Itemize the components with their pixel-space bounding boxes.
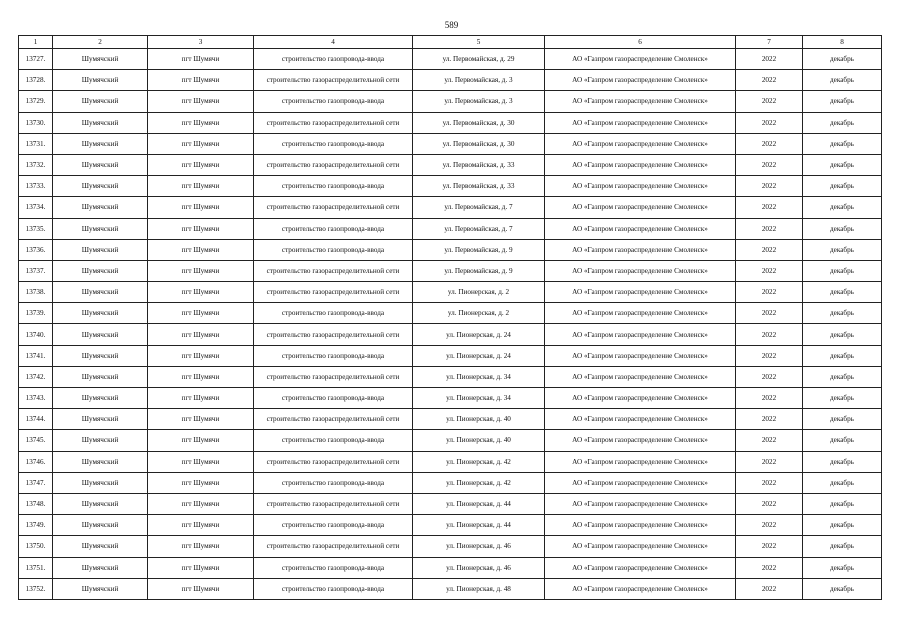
district-cell: Шумячский: [53, 133, 148, 154]
organization-cell: АО «Газпром газораспределение Смоленск»: [545, 260, 736, 281]
settlement-cell: пгт Шумячи: [148, 176, 254, 197]
month-cell: декабрь: [803, 324, 882, 345]
organization-cell: АО «Газпром газораспределение Смоленск»: [545, 154, 736, 175]
district-cell: Шумячский: [53, 260, 148, 281]
address-cell: ул. Пионерская, д. 40: [413, 430, 545, 451]
month-cell: декабрь: [803, 366, 882, 387]
year-cell: 2022: [736, 91, 803, 112]
month-cell: декабрь: [803, 154, 882, 175]
district-cell: Шумячский: [53, 154, 148, 175]
address-cell: ул. Первомайская, д. 9: [413, 239, 545, 260]
district-cell: Шумячский: [53, 578, 148, 599]
address-cell: ул. Первомайская, д. 33: [413, 176, 545, 197]
table-row: [19, 578, 882, 599]
table-row: [19, 154, 882, 175]
row-number-cell: 13734.: [19, 197, 53, 218]
district-cell: Шумячский: [53, 324, 148, 345]
work-type-cell: строительство газопровода-ввода: [254, 218, 413, 239]
work-type-cell: строительство газопровода-ввода: [254, 515, 413, 536]
month-cell: декабрь: [803, 578, 882, 599]
month-cell: декабрь: [803, 451, 882, 472]
district-cell: Шумячский: [53, 49, 148, 70]
row-number-cell: 13751.: [19, 557, 53, 578]
work-type-cell: строительство газораспределительной сети: [254, 70, 413, 91]
organization-cell: АО «Газпром газораспределение Смоленск»: [545, 578, 736, 599]
settlement-cell: пгт Шумячи: [148, 557, 254, 578]
district-cell: Шумячский: [53, 451, 148, 472]
month-cell: декабрь: [803, 70, 882, 91]
table-row: [19, 282, 882, 303]
work-type-cell: строительство газораспределительной сети: [254, 282, 413, 303]
district-cell: Шумячский: [53, 70, 148, 91]
district-cell: Шумячский: [53, 557, 148, 578]
settlement-cell: пгт Шумячи: [148, 70, 254, 91]
district-cell: Шумячский: [53, 536, 148, 557]
table-row: [19, 112, 882, 133]
organization-cell: АО «Газпром газораспределение Смоленск»: [545, 345, 736, 366]
row-number-cell: 13745.: [19, 430, 53, 451]
district-cell: Шумячский: [53, 91, 148, 112]
address-cell: ул. Пионерская, д. 46: [413, 536, 545, 557]
row-number-cell: 13736.: [19, 239, 53, 260]
work-type-cell: строительство газопровода-ввода: [254, 49, 413, 70]
district-cell: Шумячский: [53, 282, 148, 303]
address-cell: ул. Пионерская, д. 48: [413, 578, 545, 599]
table-row: [19, 133, 882, 154]
address-cell: ул. Первомайская, д. 33: [413, 154, 545, 175]
district-cell: Шумячский: [53, 239, 148, 260]
work-type-cell: строительство газопровода-ввода: [254, 176, 413, 197]
page-number: 589: [444, 20, 459, 30]
organization-cell: АО «Газпром газораспределение Смоленск»: [545, 366, 736, 387]
month-cell: декабрь: [803, 345, 882, 366]
address-cell: ул. Первомайская, д. 7: [413, 197, 545, 218]
table-row: [19, 260, 882, 281]
organization-cell: АО «Газпром газораспределение Смоленск»: [545, 303, 736, 324]
table-row: [19, 430, 882, 451]
row-number-cell: 13727.: [19, 49, 53, 70]
address-cell: ул. Пионерская, д. 34: [413, 366, 545, 387]
organization-cell: АО «Газпром газораспределение Смоленск»: [545, 324, 736, 345]
table-body: [19, 49, 882, 600]
table-row: [19, 493, 882, 514]
row-number-cell: 13752.: [19, 578, 53, 599]
organization-cell: АО «Газпром газораспределение Смоленск»: [545, 493, 736, 514]
address-cell: ул. Пионерская, д. 44: [413, 493, 545, 514]
month-cell: декабрь: [803, 49, 882, 70]
year-cell: 2022: [736, 282, 803, 303]
work-type-cell: строительство газопровода-ввода: [254, 557, 413, 578]
address-cell: ул. Первомайская, д. 30: [413, 112, 545, 133]
work-type-cell: строительство газораспределительной сети: [254, 197, 413, 218]
district-cell: Шумячский: [53, 345, 148, 366]
table-row: [19, 472, 882, 493]
year-cell: 2022: [736, 154, 803, 175]
settlement-cell: пгт Шумячи: [148, 303, 254, 324]
col-header-4: 4: [254, 36, 413, 49]
district-cell: Шумячский: [53, 112, 148, 133]
work-type-cell: строительство газопровода-ввода: [254, 388, 413, 409]
address-cell: ул. Пионерская, д. 34: [413, 388, 545, 409]
work-type-cell: строительство газораспределительной сети: [254, 493, 413, 514]
row-number-cell: 13742.: [19, 366, 53, 387]
row-number-cell: 13739.: [19, 303, 53, 324]
work-type-cell: строительство газопровода-ввода: [254, 91, 413, 112]
settlement-cell: пгт Шумячи: [148, 409, 254, 430]
year-cell: 2022: [736, 430, 803, 451]
year-cell: 2022: [736, 345, 803, 366]
row-number-cell: 13750.: [19, 536, 53, 557]
organization-cell: АО «Газпром газораспределение Смоленск»: [545, 282, 736, 303]
settlement-cell: пгт Шумячи: [148, 282, 254, 303]
district-cell: Шумячский: [53, 430, 148, 451]
settlement-cell: пгт Шумячи: [148, 112, 254, 133]
settlement-cell: пгт Шумячи: [148, 197, 254, 218]
settlement-cell: пгт Шумячи: [148, 133, 254, 154]
table-row: [19, 324, 882, 345]
address-cell: ул. Первомайская, д. 7: [413, 218, 545, 239]
year-cell: 2022: [736, 578, 803, 599]
settlement-cell: пгт Шумячи: [148, 260, 254, 281]
organization-cell: АО «Газпром газораспределение Смоленск»: [545, 557, 736, 578]
col-header-3: 3: [148, 36, 254, 49]
work-type-cell: строительство газопровода-ввода: [254, 472, 413, 493]
work-type-cell: строительство газораспределительной сети: [254, 451, 413, 472]
address-cell: ул. Первомайская, д. 30: [413, 133, 545, 154]
table-row: [19, 91, 882, 112]
settlement-cell: пгт Шумячи: [148, 239, 254, 260]
organization-cell: АО «Газпром газораспределение Смоленск»: [545, 536, 736, 557]
month-cell: декабрь: [803, 303, 882, 324]
settlement-cell: пгт Шумячи: [148, 578, 254, 599]
year-cell: 2022: [736, 493, 803, 514]
work-type-cell: строительство газораспределительной сети: [254, 154, 413, 175]
year-cell: 2022: [736, 112, 803, 133]
address-cell: ул. Пионерская, д. 42: [413, 451, 545, 472]
row-number-cell: 13730.: [19, 112, 53, 133]
month-cell: декабрь: [803, 197, 882, 218]
table-row: [19, 303, 882, 324]
table-row: [19, 176, 882, 197]
organization-cell: АО «Газпром газораспределение Смоленск»: [545, 430, 736, 451]
settlement-cell: пгт Шумячи: [148, 49, 254, 70]
district-cell: Шумячский: [53, 303, 148, 324]
address-cell: ул. Пионерская, д. 46: [413, 557, 545, 578]
organization-cell: АО «Газпром газораспределение Смоленск»: [545, 133, 736, 154]
month-cell: декабрь: [803, 91, 882, 112]
month-cell: декабрь: [803, 112, 882, 133]
year-cell: 2022: [736, 472, 803, 493]
table-row: [19, 557, 882, 578]
month-cell: декабрь: [803, 176, 882, 197]
district-cell: Шумячский: [53, 176, 148, 197]
address-cell: ул. Первомайская, д. 3: [413, 70, 545, 91]
settlement-cell: пгт Шумячи: [148, 430, 254, 451]
work-type-cell: строительство газораспределительной сети: [254, 324, 413, 345]
settlement-cell: пгт Шумячи: [148, 218, 254, 239]
address-cell: ул. Первомайская, д. 29: [413, 49, 545, 70]
work-type-cell: строительство газопровода-ввода: [254, 133, 413, 154]
row-number-cell: 13740.: [19, 324, 53, 345]
row-number-cell: 13729.: [19, 91, 53, 112]
district-cell: Шумячский: [53, 197, 148, 218]
year-cell: 2022: [736, 324, 803, 345]
col-header-5: 5: [413, 36, 545, 49]
month-cell: декабрь: [803, 239, 882, 260]
header-row: [19, 36, 882, 49]
row-number-cell: 13728.: [19, 70, 53, 91]
settlement-cell: пгт Шумячи: [148, 388, 254, 409]
organization-cell: АО «Газпром газораспределение Смоленск»: [545, 409, 736, 430]
year-cell: 2022: [736, 49, 803, 70]
table-row: [19, 70, 882, 91]
row-number-cell: 13738.: [19, 282, 53, 303]
address-cell: ул. Пионерская, д. 42: [413, 472, 545, 493]
organization-cell: АО «Газпром газораспределение Смоленск»: [545, 515, 736, 536]
organization-cell: АО «Газпром газораспределение Смоленск»: [545, 91, 736, 112]
district-cell: Шумячский: [53, 366, 148, 387]
year-cell: 2022: [736, 536, 803, 557]
month-cell: декабрь: [803, 493, 882, 514]
work-type-cell: строительство газораспределительной сети: [254, 260, 413, 281]
month-cell: декабрь: [803, 218, 882, 239]
row-number-cell: 13744.: [19, 409, 53, 430]
month-cell: декабрь: [803, 430, 882, 451]
work-type-cell: строительство газораспределительной сети: [254, 409, 413, 430]
month-cell: декабрь: [803, 388, 882, 409]
col-header-1: 1: [19, 36, 53, 49]
month-cell: декабрь: [803, 409, 882, 430]
organization-cell: АО «Газпром газораспределение Смоленск»: [545, 112, 736, 133]
month-cell: декабрь: [803, 515, 882, 536]
year-cell: 2022: [736, 388, 803, 409]
organization-cell: АО «Газпром газораспределение Смоленск»: [545, 49, 736, 70]
settlement-cell: пгт Шумячи: [148, 493, 254, 514]
district-cell: Шумячский: [53, 218, 148, 239]
address-cell: ул. Первомайская, д. 3: [413, 91, 545, 112]
district-cell: Шумячский: [53, 409, 148, 430]
table-row: [19, 197, 882, 218]
year-cell: 2022: [736, 409, 803, 430]
organization-cell: АО «Газпром газораспределение Смоленск»: [545, 218, 736, 239]
settlement-cell: пгт Шумячи: [148, 451, 254, 472]
year-cell: 2022: [736, 218, 803, 239]
work-type-cell: строительство газопровода-ввода: [254, 239, 413, 260]
col-header-7: 7: [736, 36, 803, 49]
address-cell: ул. Пионерская, д. 40: [413, 409, 545, 430]
row-number-cell: 13733.: [19, 176, 53, 197]
organization-cell: АО «Газпром газораспределение Смоленск»: [545, 451, 736, 472]
table-row: [19, 536, 882, 557]
table-row: [19, 388, 882, 409]
month-cell: декабрь: [803, 260, 882, 281]
row-number-cell: 13735.: [19, 218, 53, 239]
row-number-cell: 13741.: [19, 345, 53, 366]
work-type-cell: строительство газопровода-ввода: [254, 303, 413, 324]
organization-cell: АО «Газпром газораспределение Смоленск»: [545, 472, 736, 493]
row-number-cell: 13748.: [19, 493, 53, 514]
address-cell: ул. Первомайская, д. 9: [413, 260, 545, 281]
table-row: [19, 239, 882, 260]
data-table: [18, 35, 882, 600]
table-row: [19, 345, 882, 366]
work-type-cell: строительство газопровода-ввода: [254, 430, 413, 451]
col-header-8: 8: [803, 36, 882, 49]
district-cell: Шумячский: [53, 472, 148, 493]
col-header-6: 6: [545, 36, 736, 49]
work-type-cell: строительство газопровода-ввода: [254, 578, 413, 599]
address-cell: ул. Пионерская, д. 24: [413, 324, 545, 345]
address-cell: ул. Пионерская, д. 44: [413, 515, 545, 536]
settlement-cell: пгт Шумячи: [148, 536, 254, 557]
organization-cell: АО «Газпром газораспределение Смоленск»: [545, 388, 736, 409]
year-cell: 2022: [736, 176, 803, 197]
year-cell: 2022: [736, 451, 803, 472]
col-header-2: 2: [53, 36, 148, 49]
table-row: [19, 409, 882, 430]
settlement-cell: пгт Шумячи: [148, 366, 254, 387]
year-cell: 2022: [736, 197, 803, 218]
row-number-cell: 13747.: [19, 472, 53, 493]
year-cell: 2022: [736, 133, 803, 154]
organization-cell: АО «Газпром газораспределение Смоленск»: [545, 197, 736, 218]
settlement-cell: пгт Шумячи: [148, 91, 254, 112]
year-cell: 2022: [736, 557, 803, 578]
work-type-cell: строительство газораспределительной сети: [254, 366, 413, 387]
settlement-cell: пгт Шумячи: [148, 515, 254, 536]
address-cell: ул. Пионерская, д. 2: [413, 303, 545, 324]
month-cell: декабрь: [803, 536, 882, 557]
month-cell: декабрь: [803, 282, 882, 303]
month-cell: декабрь: [803, 133, 882, 154]
settlement-cell: пгт Шумячи: [148, 154, 254, 175]
row-number-cell: 13731.: [19, 133, 53, 154]
year-cell: 2022: [736, 515, 803, 536]
row-number-cell: 13749.: [19, 515, 53, 536]
row-number-cell: 13737.: [19, 260, 53, 281]
table-row: [19, 451, 882, 472]
settlement-cell: пгт Шумячи: [148, 345, 254, 366]
table-row: [19, 49, 882, 70]
year-cell: 2022: [736, 239, 803, 260]
row-number-cell: 13732.: [19, 154, 53, 175]
month-cell: декабрь: [803, 557, 882, 578]
organization-cell: АО «Газпром газораспределение Смоленск»: [545, 239, 736, 260]
settlement-cell: пгт Шумячи: [148, 472, 254, 493]
year-cell: 2022: [736, 260, 803, 281]
table-row: [19, 515, 882, 536]
organization-cell: АО «Газпром газораспределение Смоленск»: [545, 70, 736, 91]
work-type-cell: строительство газораспределительной сети: [254, 536, 413, 557]
organization-cell: АО «Газпром газораспределение Смоленск»: [545, 176, 736, 197]
district-cell: Шумячский: [53, 515, 148, 536]
table-row: [19, 366, 882, 387]
address-cell: ул. Пионерская, д. 24: [413, 345, 545, 366]
row-number-cell: 13746.: [19, 451, 53, 472]
work-type-cell: строительство газораспределительной сети: [254, 112, 413, 133]
row-number-cell: 13743.: [19, 388, 53, 409]
settlement-cell: пгт Шумячи: [148, 324, 254, 345]
district-cell: Шумячский: [53, 493, 148, 514]
year-cell: 2022: [736, 366, 803, 387]
table-row: [19, 218, 882, 239]
year-cell: 2022: [736, 303, 803, 324]
work-type-cell: строительство газопровода-ввода: [254, 345, 413, 366]
year-cell: 2022: [736, 70, 803, 91]
month-cell: декабрь: [803, 472, 882, 493]
district-cell: Шумячский: [53, 388, 148, 409]
address-cell: ул. Пионерская, д. 2: [413, 282, 545, 303]
